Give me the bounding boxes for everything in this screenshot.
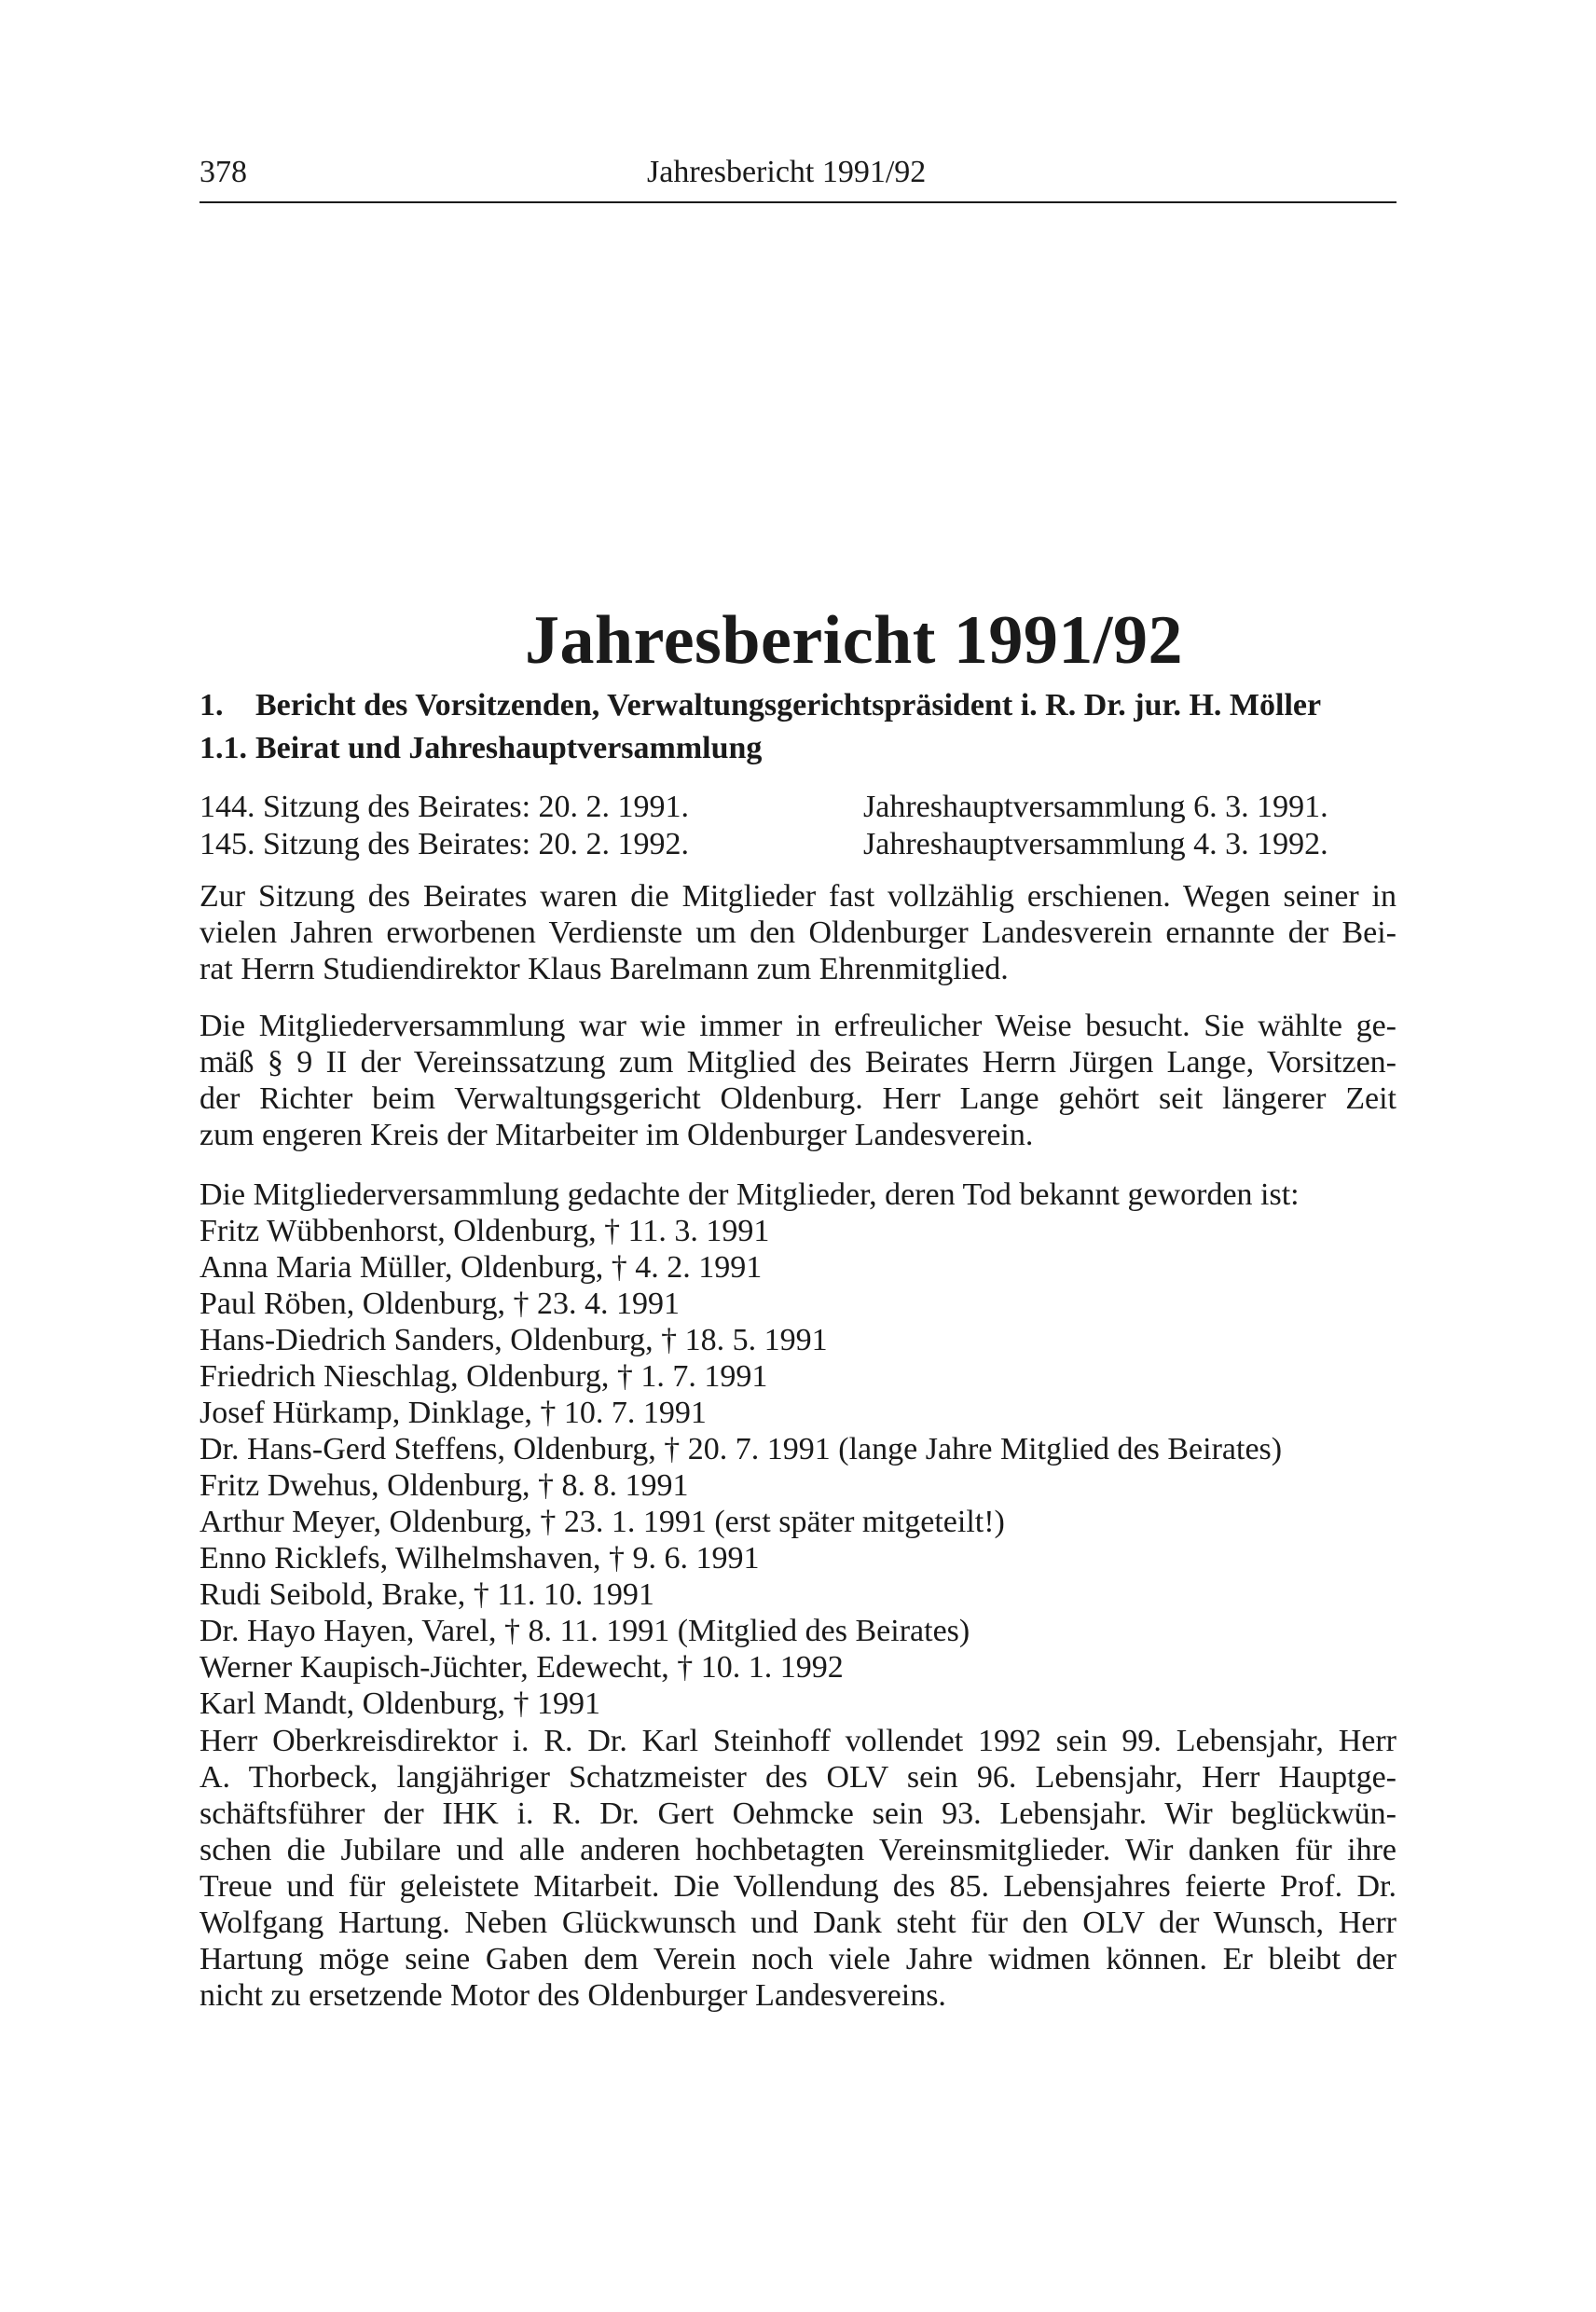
beirat-session: 145. Sitzung des Beirates: 20. 2. 1992.	[200, 827, 690, 861]
section-1-1-number: 1.1.	[200, 731, 247, 765]
paragraph-line: der Richter beim Verwaltungsgericht Oldenburg. Herr Lange gehört seit längerer Zeit	[200, 1081, 1396, 1116]
section-1-1-heading	[200, 731, 762, 766]
list-item: Fritz Dwehus, Oldenburg, † 8. 8. 1991	[200, 1468, 689, 1503]
page-number: 378	[200, 155, 247, 189]
section-1-number: 1.	[200, 688, 224, 722]
paragraph-memorial-intro	[200, 1177, 1396, 1213]
paragraph-line: Zur Sitzung des Beirates waren die Mitglieder fast vollzählig erschienen. Wegen seiner in	[200, 879, 1396, 914]
paragraph-line: Wolfgang Hartung. Neben Glückwunsch und Dank steht für den OLV der Wunsch, Herr	[200, 1906, 1396, 1940]
list-item: Rudi Seibold, Brake, † 11. 10. 1991	[200, 1577, 654, 1612]
session-row	[200, 826, 1396, 863]
list-item: Dr. Hayo Hayen, Varel, † 8. 11. 1991 (Mitglied des Beirates)	[200, 1614, 970, 1648]
paragraph-line: A. Thorbeck, langjähriger Schatzmeister des OLV sein 96. Lebensjahr, Herr Hauptge-	[200, 1760, 1396, 1795]
list-item: Fritz Wübbenhorst, Oldenburg, † 11. 3. 1991	[200, 1214, 770, 1248]
paragraph-line: Hartung möge seine Gaben dem Verein noch viele Jahre widmen können. Er bleibt der	[200, 1942, 1396, 1976]
annual-meeting: Jahreshauptversammlung 4. 3. 1992.	[863, 827, 1328, 861]
paragraph-line: mäß § 9 II der Vereinssatzung zum Mitglied des Beirates Herrn Jürgen Lange, Vorsitzen-	[200, 1045, 1396, 1080]
session-row	[200, 789, 1396, 826]
list-item: Arthur Meyer, Oldenburg, † 23. 1. 1991 (erst später mitgeteilt!)	[200, 1505, 1005, 1539]
paragraph-line: nicht zu ersetzende Motor des Oldenburger Landesvereins.	[200, 1978, 946, 2013]
list-item: Karl Mandt, Oldenburg, † 1991	[200, 1686, 600, 1721]
paragraph-line: zum engeren Kreis der Mitarbeiter im Oldenburger Landesverein.	[200, 1118, 1034, 1152]
paragraph-line: Die Mitgliederversammlung war wie immer in erfreulicher Weise besucht. Sie wählte ge-	[200, 1009, 1396, 1043]
paragraph-line: schäftsführer der IHK i. R. Dr. Gert Oehmcke sein 93. Lebensjahr. Wir beglückwün-	[200, 1796, 1396, 1831]
annual-meeting: Jahreshauptversammlung 6. 3. 1991.	[863, 790, 1328, 824]
running-title: Jahresbericht 1991/92	[647, 155, 927, 189]
section-1-1-text: Beirat und Jahreshauptversammlung	[255, 731, 763, 765]
paragraph-honorary-member	[200, 878, 1396, 987]
paragraph-line: rat Herrn Studiendirektor Klaus Barelmann zum Ehrenmitglied.	[200, 952, 1009, 986]
list-item: Enno Ricklefs, Wilhelmshaven, † 9. 6. 1991	[200, 1541, 760, 1576]
list-item: Werner Kaupisch-Jüchter, Edewecht, † 10. 1. 1992	[200, 1650, 844, 1685]
section-1-heading	[200, 688, 1321, 723]
list-item: Anna Maria Müller, Oldenburg, † 4. 2. 1991	[200, 1250, 763, 1285]
paragraph-jubilees	[200, 1723, 1396, 2014]
session-dates	[200, 789, 1396, 863]
running-header	[200, 155, 1396, 203]
paragraph-line: schen die Jubilare und alle anderen hochbetagten Vereinsmitglieder. Wir danken für ihre	[200, 1833, 1396, 1867]
list-item: Hans-Diedrich Sanders, Oldenburg, † 18. 5. 1991	[200, 1323, 828, 1357]
deceased-members-list	[200, 1213, 1396, 1722]
list-item: Josef Hürkamp, Dinklage, † 10. 7. 1991	[200, 1396, 707, 1430]
paragraph-line: Die Mitgliederversammlung gedachte der Mitglieder, deren Tod bekannt geworden ist:	[200, 1177, 1300, 1212]
page-title: Jahresbericht 1991/92	[525, 602, 1183, 679]
list-item: Paul Röben, Oldenburg, † 23. 4. 1991	[200, 1287, 681, 1321]
paragraph-line: Herr Oberkreisdirektor i. R. Dr. Karl Steinhoff vollendet 1992 sein 99. Lebensjahr, Herr	[200, 1724, 1396, 1758]
beirat-session: 144. Sitzung des Beirates: 20. 2. 1991.	[200, 790, 690, 824]
paragraph-election	[200, 1008, 1396, 1153]
list-item: Dr. Hans-Gerd Steffens, Oldenburg, † 20. 7. 1991 (lange Jahre Mitglied des Beirates)	[200, 1432, 1283, 1466]
list-item: Friedrich Nieschlag, Oldenburg, † 1. 7. 1991	[200, 1359, 768, 1394]
paragraph-line: Treue und für geleistete Mitarbeit. Die Vollendung des 85. Lebensjahres feierte Prof. Dr.	[200, 1869, 1396, 1904]
paragraph-line: vielen Jahren erworbenen Verdienste um den Oldenburger Landesverein ernannte der Bei-	[200, 915, 1396, 950]
section-1-text: Bericht des Vorsitzenden, Verwaltungsgerichtspräsident i. R. Dr. jur. H. Möller	[255, 688, 1322, 722]
